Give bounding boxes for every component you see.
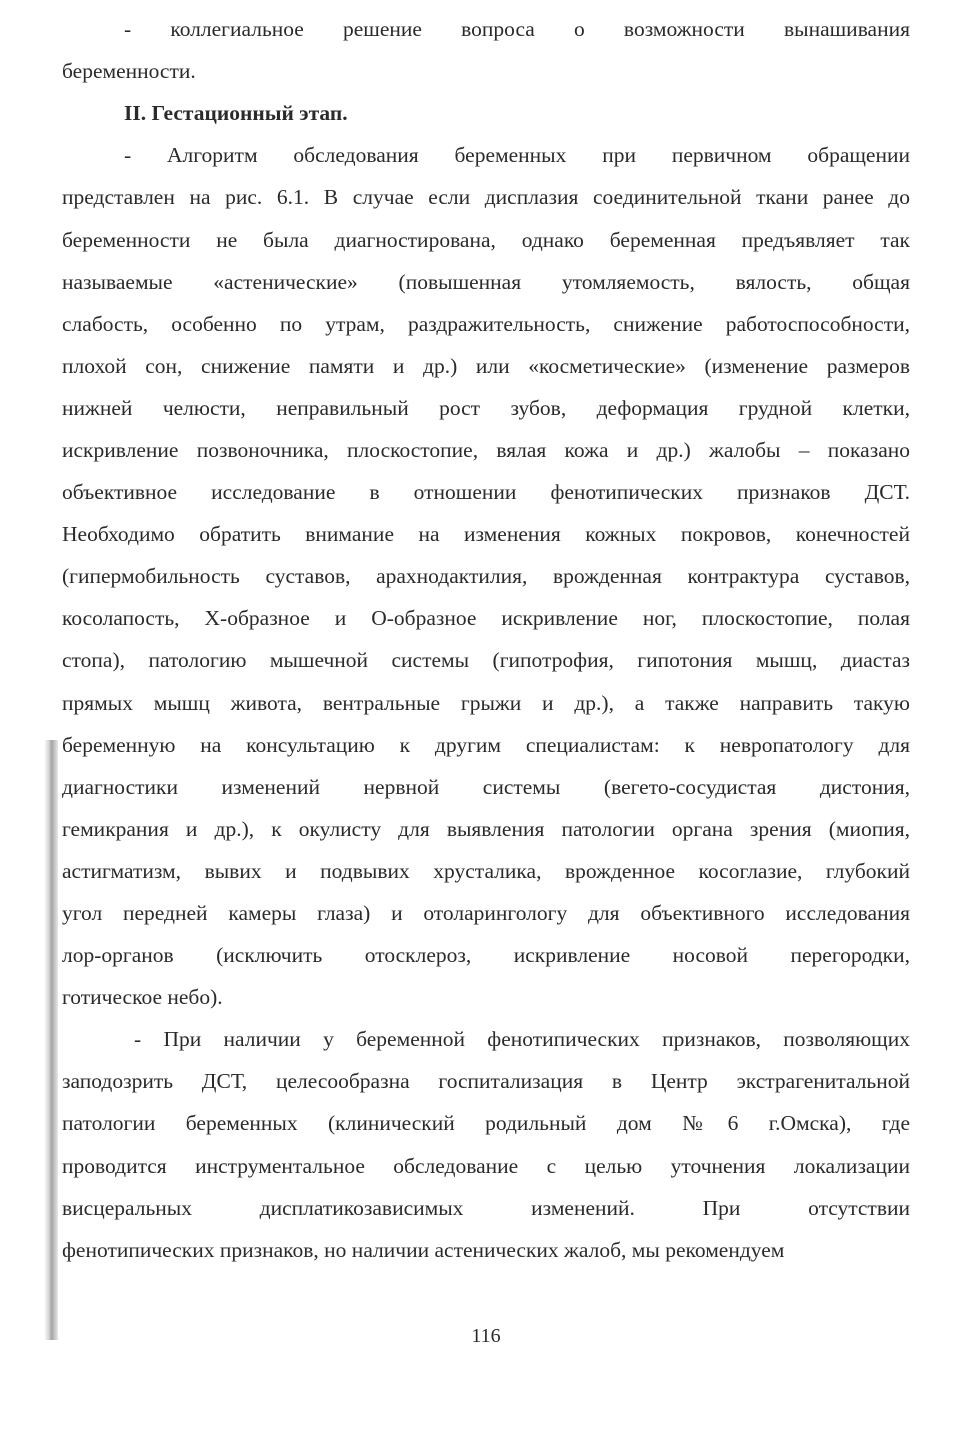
- paragraph-2-line-13: стопа), патологию мышечной системы (гипотрофия, гипотония мышц, диастаз: [62, 648, 910, 672]
- paragraph-1-line-2: беременности.: [62, 59, 196, 83]
- paragraph-2-line-17: гемикрания и др.), к окулисту для выявления патологии органа зрения (миопия,: [62, 817, 910, 841]
- paragraph-2-line-1: - Алгоритм обследования беременных при первичном обращении: [124, 143, 910, 167]
- paragraph-2-line-8: искривление позвоночника, плоскостопие, вялая кожа и др.) жалобы – показано: [62, 438, 910, 462]
- page-number: 116: [471, 1325, 501, 1347]
- paragraph-2-line-14: прямых мышц живота, вентральные грыжи и др.), а также направить такую: [62, 691, 910, 715]
- paragraph-2-line-2: представлен на рис. 6.1. В случае если дисплазия соединительной ткани ранее до: [62, 185, 910, 209]
- paragraph-2-line-15: беременную на консультацию к другим специалистам: к невропатологу для: [62, 733, 910, 757]
- paragraph-3-line-5: висцеральных дисплатикозависимых изменений. При отсутствии: [62, 1196, 910, 1220]
- paragraph-2-line-10: Необходимо обратить внимание на изменения кожных покровов, конечностей: [62, 522, 910, 546]
- paragraph-2-line-12: косолапость, Х-образное и О-образное искривление ног, плоскостопие, полая: [62, 606, 910, 630]
- paragraph-3-line-2: заподозрить ДСТ, целесообразна госпитализация в Центр экстрагенитальной: [62, 1069, 910, 1093]
- paragraph-3-line-6: фенотипических признаков, но наличии астенических жалоб, мы рекомендуем: [62, 1238, 785, 1262]
- paragraph-3-line-3: патологии беременных (клинический родильный дом №6 г.Омска), где: [62, 1111, 910, 1135]
- paragraph-2-line-16: диагностики изменений нервной системы (вегето-сосудистая дистония,: [62, 775, 910, 799]
- paragraph-2-line-9: объективное исследование в отношении фенотипических признаков ДСТ.: [62, 480, 910, 504]
- section-heading: II. Гестационный этап.: [124, 101, 348, 125]
- paragraph-2-line-19: угол передней камеры глаза) и отоларингологу для объективного исследования: [62, 901, 910, 925]
- paragraph-3-line-4: проводится инструментальное обследование с целью уточнения локализации: [62, 1154, 910, 1178]
- paragraph-2-line-11: (гипермобильность суставов, арахнодактилия, врожденная контрактура суставов,: [62, 564, 910, 588]
- paragraph-2-line-20: лор-органов (исключить отосклероз, искривление носовой перегородки,: [62, 943, 910, 967]
- paragraph-2-line-6: плохой сон, снижение памяти и др.) или «косметические» (изменение размеров: [62, 354, 910, 378]
- paragraph-2-line-5: слабость, особенно по утрам, раздражительность, снижение работоспособности,: [62, 312, 910, 336]
- paragraph-2-line-18: астигматизм, вывих и подвывих хрусталика, врожденное косоглазие, глубокий: [62, 859, 910, 883]
- paragraph-2-line-7: нижней челюсти, неправильный рост зубов, деформация грудной клетки,: [62, 396, 910, 420]
- document-page: [62, 0, 910, 1448]
- paragraph-2-line-3: беременности не была диагностирована, однако беременная предъявляет так: [62, 228, 910, 252]
- paragraph-2-line-4: называемые «астенические» (повышенная утомляемость, вялость, общая: [62, 270, 910, 294]
- paragraph-3-line-1: - При наличии у беременной фенотипических признаков, позволяющих: [134, 1027, 910, 1051]
- paragraph-1-line-1: - коллегиальное решение вопроса о возможности вынашивания: [124, 17, 910, 41]
- paragraph-2-line-21: готическое небо).: [62, 985, 223, 1009]
- scan-binding-shadow: [44, 740, 58, 1340]
